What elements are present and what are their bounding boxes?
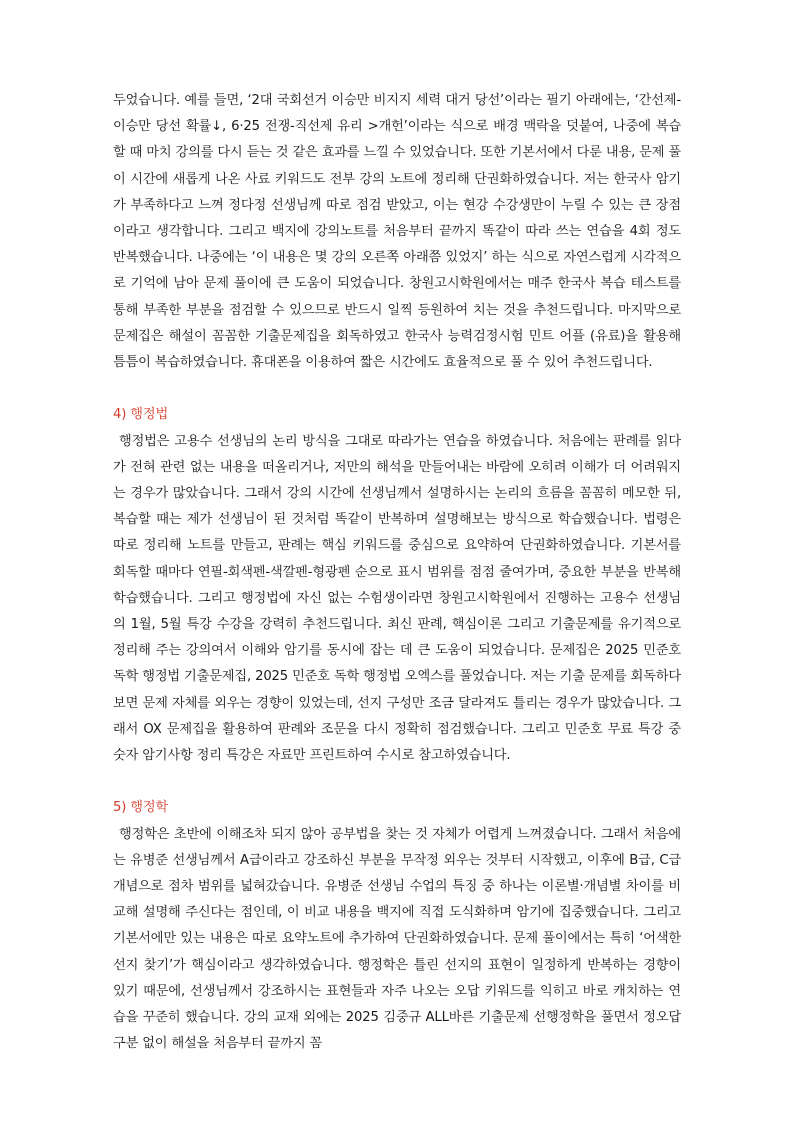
section-heading-public-administration: 5) 행정학 bbox=[113, 800, 169, 816]
section-body-public-administration: 행정학은 초반에 이해조차 되지 않아 공부법을 찾는 것 자체가 어렵게 느껴졌습니다. 그래서 처음에는 유병준 선생님께서 A급이라고 강조하신 부분을 무작정 외우는 것부터 시작했고, 이후에 B급, C급 개념으로 점차 범위를 넓혀갔습니다. 유병준 선생님 수업의 특징 중 하나는 이론별·개념별 차이를 비교해 설명해 주신다는 점인데, 이 비교 내용을 백지에 직접 도식화하며 암기에 집중했습니다. 그리고 기본서에만 있는 내용은 따로 요약노트에 추가하여 단권화하였습니다. 문제 풀이에서는 특히 ‘어색한 선지 찾기’가 핵심이라고 생각하였습니다. 행정학은 틀린 선지의 표현이 일정하게 반복하는 경향이 있기 때문에, 선생님께서 강조하시는 표현들과 자주 나오는 오답 키워드를 익히고 바로 캐치하는 연습을 꾸준히 했습니다. 강의 교재 외에는 2025 김중규 ALL바른 기출문제 선행정학을 풀면서 정오답 구분 없이 해설을 처음부터 끝까지 꼼 bbox=[113, 826, 681, 1052]
document-body bbox=[113, 88, 681, 1057]
section-spacer bbox=[113, 376, 681, 402]
section-heading-administrative-law: 4) 행정법 bbox=[113, 407, 169, 423]
section-spacer bbox=[113, 769, 681, 795]
section-body-administrative-law: 행정법은 고용수 선생님의 논리 방식을 그대로 따라가는 연습을 하였습니다. 처음에는 판례를 읽다가 전혀 관련 없는 내용을 떠올리거나, 저만의 해석을 만들어내는 바람에 오히려 이해가 더 어려워지는 경우가 많았습니다. 그래서 강의 시간에 선생님께서 설명하시는 논리의 흐름을 꼼꼼히 메모한 뒤, 복습할 때는 제가 선생님이 된 것처럼 똑같이 반복하며 설명해보는 방식으로 학습했습니다. 법령은 따로 정리해 노트를 만들고, 판례는 핵심 키워드를 중심으로 요약하여 단권화하였습니다. 기본서를 회독할 때마다 연필-회색펜-색깔펜-형광펜 순으로 표시 범위를 점점 줄여가며, 중요한 부분을 반복해 학습했습니다. 그리고 행정법에 자신 없는 수험생이라면 창원고시학원에서 진행하는 고용수 선생님의 1월, 5월 특강 수강을 강력히 추천드립니다. 최신 판례, 핵심이론 그리고 기출문제를 유기적으로 정리해 주는 강의여서 이해와 암기를 동시에 잡는 데 큰 도움이 되었습니다. 문제집은 2025 민준호 독학 행정법 기출문제집, 2025 민준호 독학 행정법 오엑스를 풀었습니다. 저는 기출 문제를 회독하다 보면 문제 자체를 외우는 경향이 있었는데, 선지 구성만 조금 달라져도 틀리는 경우가 많았습니다. 그래서 OX 문제집을 활용하여 판례와 조문을 다시 정확히 점검했습니다. 그리고 민준호 무료 특강 중 숫자 암기사항 정리 특강은 자료만 프린트하여 수시로 참고하였습니다. bbox=[113, 433, 681, 764]
intro-paragraph: 두었습니다. 예를 들면, ‘2대 국회선거 이승만 비지지 세력 대거 당선’이라는 필기 아래에는, ‘간선제-이승만 당선 확률↓, 6·25 전쟁-직선제 유리 >개헌’이라는 식으로 배경 맥락을 덧붙여, 나중에 복습할 때 마치 강의를 다시 듣는 것 같은 효과를 느낄 수 있었습니다. 또한 기본서에서 다룬 내용, 문제 풀이 시간에 새롭게 나온 사료 키워드도 전부 강의 노트에 정리해 단권화하였습니다. 저는 한국사 암기가 부족하다고 느껴 정다정 선생님께 따로 점검 받았고, 이는 현강 수강생만이 누릴 수 있는 큰 장점이라고 생각합니다. 그리고 백지에 강의노트를 처음부터 끝까지 똑같이 따라 쓰는 연습을 4회 정도 반복했습니다. 나중에는 ‘이 내용은 몇 강의 오른쪽 아래쯤 있었지’ 하는 식으로 자연스럽게 시각적으로 기억에 남아 문제 풀이에 큰 도움이 되었습니다. 창원고시학원에서는 매주 한국사 복습 테스트를 통해 부족한 부분을 점검할 수 있으므로 반드시 일찍 등원하여 치는 것을 추천드립니다. 마지막으로 문제집은 해설이 꼼꼼한 기출문제집을 회독하였고 한국사 능력검정시험 민트 어플 (유료)을 활용해 틈틈이 복습하였습니다. 휴대폰을 이용하여 짧은 시간에도 효율적으로 풀 수 있어 추천드립니다. bbox=[113, 93, 681, 371]
